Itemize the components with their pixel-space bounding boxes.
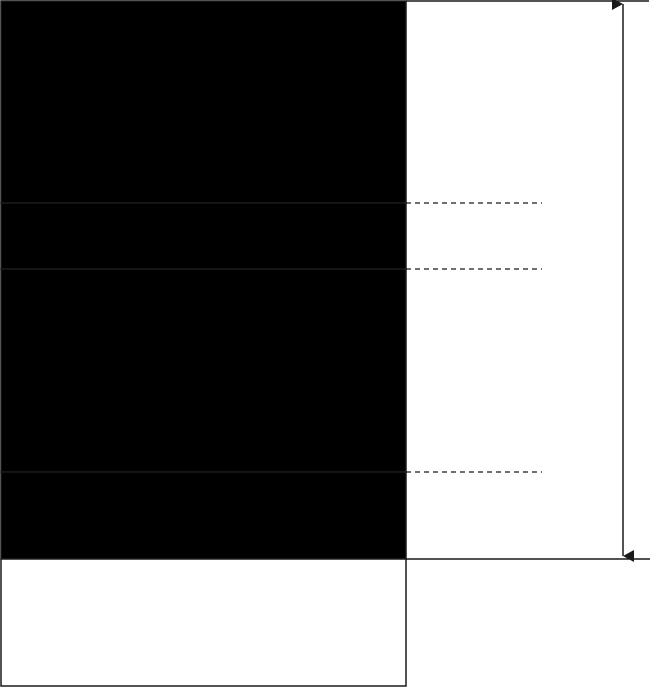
layer-epoxy-primer: [1, 472, 406, 559]
layer-acrylic-primer: [1, 269, 406, 472]
layer-clear-coat: [1, 1, 406, 203]
steel-label-background: [170, 604, 236, 638]
layer-base-coat: [1, 203, 406, 269]
